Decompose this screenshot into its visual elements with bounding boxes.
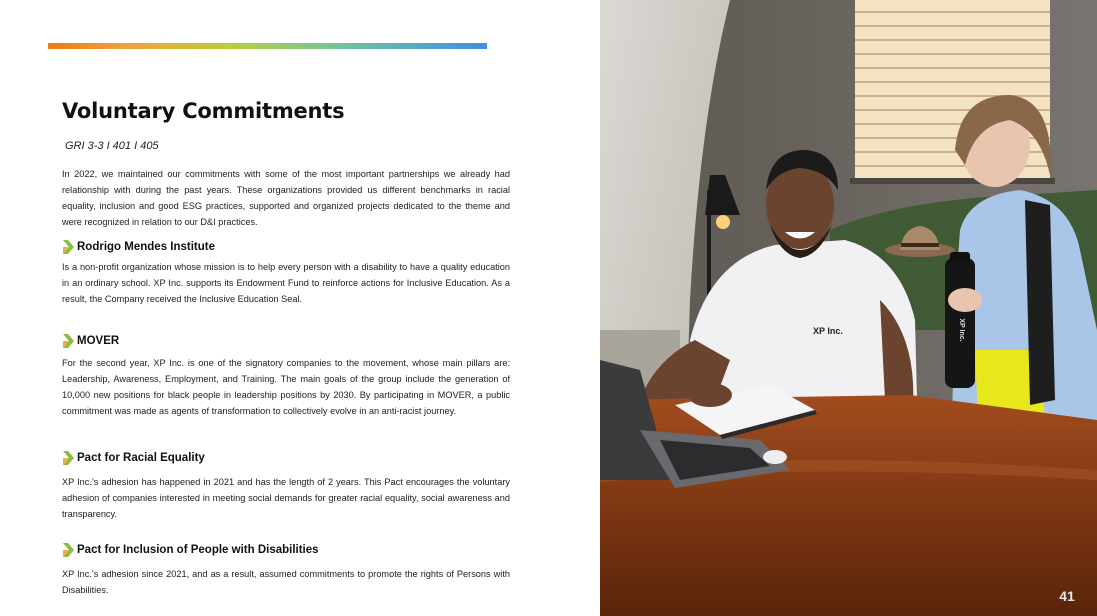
chevron-right-icon <box>62 240 74 254</box>
page-title: Voluntary Commitments <box>62 99 345 123</box>
section-heading-label: Pact for Inclusion of People with Disabilities <box>77 544 319 556</box>
section-body-racial-equality: XP Inc.'s adhesion has happened in 2021 and has the length of 2 years. This Pact encourages the voluntary adhesion of companies interested in meeting social demands for greater racial equality, social awareness and transparency. <box>62 477 510 519</box>
section-heading-disabilities <box>62 543 319 557</box>
section-body-disabilities: XP Inc.'s adhesion since 2021, and as a result, assumed commitments to promote the rights of Persons with Disabilities. <box>62 569 510 595</box>
page-number: 41 <box>1059 588 1075 604</box>
chevron-right-icon <box>62 334 74 348</box>
section-heading-label: MOVER <box>77 335 120 347</box>
section-heading-mover <box>62 334 119 348</box>
office-scene-illustration <box>600 0 1097 616</box>
gradient-accent-bar <box>48 43 487 49</box>
intro-paragraph: In 2022, we maintained our commitments with some of the most important partnerships we already had relationship with during the past years. These organizations provided us different benchmarks in racial equality, inclusion and good ESG practices, supported and organized projects dedicated to the theme and were recognized in relation to our D&I practices. <box>62 169 510 227</box>
hero-photo <box>600 0 1097 616</box>
gri-reference: GRI 3-3 I 401 I 405 <box>65 140 159 152</box>
section-body-rodrigo-mendes: Is a non-profit organization whose mission is to help every person with a disability to have a quality education in an ordinary school. XP Inc. supports its Endowment Fund to reinforce actions for Inclusive Education. As a result, the Company received the Inclusive Education Seal. <box>62 262 510 304</box>
section-body-mover: For the second year, XP Inc. is one of the signatory companies to the movement, whose main pillars are: Leadership, Awareness, Employment, and Training. The main goals of the group include the generation of 10,000 new positions for black people in leadership positions by 2030. By participating in MOVER, a public commitment was made as agents of transformation to collectively evolve in an anti-racist journey. <box>62 358 510 416</box>
section-heading-racial-equality <box>62 451 205 465</box>
section-heading-label: Pact for Racial Equality <box>77 452 205 464</box>
section-heading-label: Rodrigo Mendes Institute <box>77 241 215 253</box>
section-heading-rodrigo-mendes <box>62 240 215 254</box>
shirt-logo: XP Inc. <box>813 326 843 336</box>
bottle-logo: XP Inc. <box>958 318 965 342</box>
chevron-right-icon <box>62 543 74 557</box>
chevron-right-icon <box>62 451 74 465</box>
